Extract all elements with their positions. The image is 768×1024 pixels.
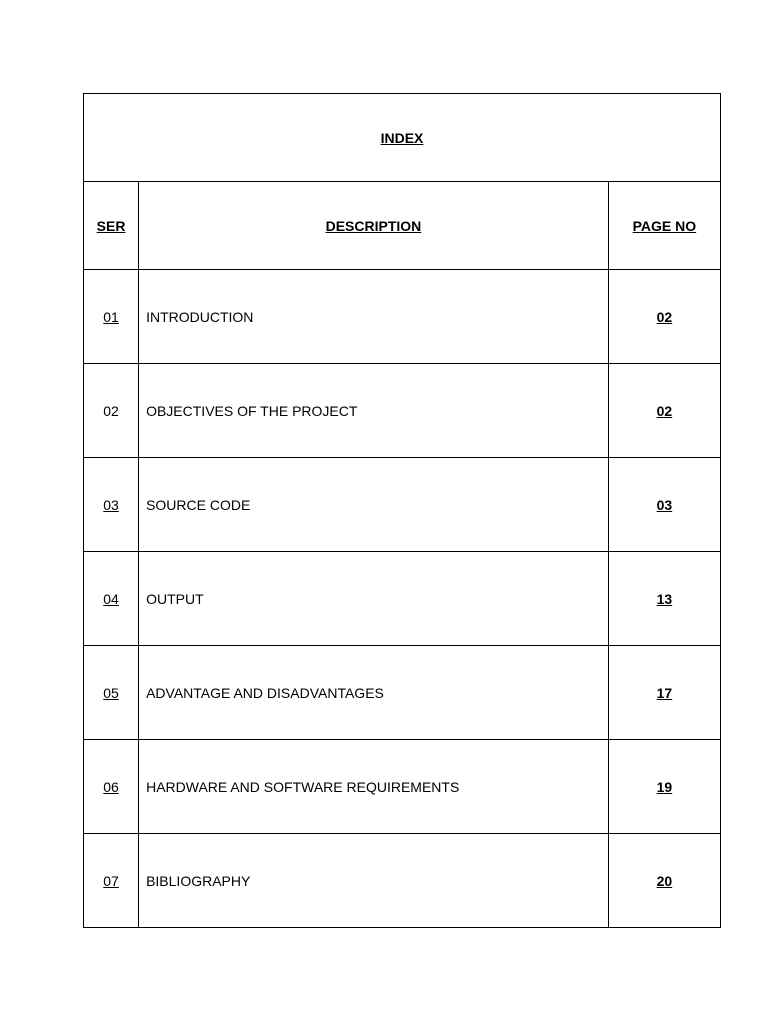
ser-number: 06 <box>103 778 119 795</box>
description-cell: BIBLIOGRAPHY <box>139 834 609 928</box>
ser-number: 01 <box>103 308 119 325</box>
description-cell: OUTPUT <box>139 552 609 646</box>
description-cell: SOURCE CODE <box>139 458 609 552</box>
page-cell: 17 <box>608 646 720 740</box>
index-title: INDEX <box>84 94 721 182</box>
ser-number: 07 <box>103 872 119 889</box>
ser-number: 05 <box>103 684 119 701</box>
table-row <box>84 834 721 928</box>
ser-cell <box>84 834 139 928</box>
page-cell: 02 <box>608 270 720 364</box>
page-cell: 03 <box>608 458 720 552</box>
page-cell: 19 <box>608 740 720 834</box>
ser-cell <box>84 270 139 364</box>
ser-cell <box>84 740 139 834</box>
page-cell: 20 <box>608 834 720 928</box>
page-no-header: PAGE NO <box>608 182 720 270</box>
ser-cell <box>84 364 139 458</box>
ser-number: 04 <box>103 590 119 607</box>
description-header: DESCRIPTION <box>139 182 609 270</box>
page-cell: 13 <box>608 552 720 646</box>
description-cell: INTRODUCTION <box>139 270 609 364</box>
index-table <box>83 93 721 928</box>
description-cell: OBJECTIVES OF THE PROJECT <box>139 364 609 458</box>
header-row <box>84 182 721 270</box>
ser-number: 02 <box>103 402 119 419</box>
table-row <box>84 458 721 552</box>
table-row <box>84 364 721 458</box>
description-cell: ADVANTAGE AND DISADVANTAGES <box>139 646 609 740</box>
table-row <box>84 646 721 740</box>
ser-number: 03 <box>103 496 119 513</box>
page-cell: 02 <box>608 364 720 458</box>
ser-cell <box>84 646 139 740</box>
ser-header: SER <box>84 182 139 270</box>
description-cell: HARDWARE AND SOFTWARE REQUIREMENTS <box>139 740 609 834</box>
ser-cell <box>84 458 139 552</box>
ser-cell <box>84 552 139 646</box>
table-row <box>84 740 721 834</box>
table-row <box>84 270 721 364</box>
table-row <box>84 552 721 646</box>
title-row <box>84 94 721 182</box>
